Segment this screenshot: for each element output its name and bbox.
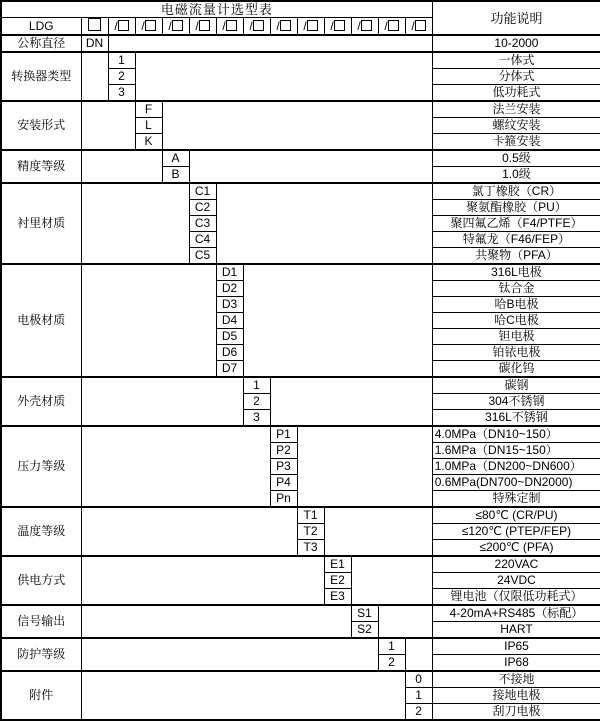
table-row <box>1 556 600 573</box>
code-cell: A <box>162 150 189 167</box>
code-box-icon <box>88 18 101 31</box>
code-cell: 2 <box>243 394 270 410</box>
spacer-cell <box>81 183 189 264</box>
code-cell: K <box>135 134 162 151</box>
code-cell: D5 <box>216 329 243 345</box>
section-label: 压力等级 <box>1 426 81 507</box>
code-cell: P1 <box>270 426 297 443</box>
code-cell: Pn <box>270 491 297 508</box>
code-box-icon <box>361 20 372 31</box>
code-slot-cell: / <box>324 18 351 36</box>
table-row <box>1 426 600 443</box>
code-cell: D4 <box>216 313 243 329</box>
desc-cell: 接地电极 <box>432 688 600 704</box>
code-slot-cell: / <box>216 18 243 36</box>
code-cell: 0 <box>405 671 432 688</box>
table-row <box>1 183 600 200</box>
spacer-cell <box>378 605 432 638</box>
code-cell: C3 <box>189 216 216 232</box>
code-cell: T2 <box>297 524 324 540</box>
code-cell: P4 <box>270 475 297 491</box>
desc-cell: 1.0级 <box>432 167 600 184</box>
desc-cell: 碳钢 <box>432 377 600 394</box>
desc-cell: 220VAC <box>432 556 600 573</box>
desc-cell: ≤200℃ (PFA) <box>432 540 600 557</box>
desc-cell: 分体式 <box>432 69 600 85</box>
desc-cell: 低功耗式 <box>432 85 600 102</box>
code-cell: 1 <box>108 52 135 69</box>
desc-cell: 铂铱电极 <box>432 345 600 361</box>
code-cell: L <box>135 118 162 134</box>
desc-cell: 10-2000 <box>432 35 600 52</box>
desc-cell: 卡箍安装 <box>432 134 600 151</box>
code-cell: P2 <box>270 443 297 459</box>
code-cell: C1 <box>189 183 216 200</box>
spacer-cell <box>351 556 432 605</box>
code-cell: B <box>162 167 189 184</box>
code-cell: DN <box>81 35 108 52</box>
code-cell: F <box>135 101 162 118</box>
desc-cell: 锂电池（仅限低功耗式） <box>432 589 600 606</box>
spacer-cell <box>81 150 162 183</box>
code-box-icon <box>226 20 237 31</box>
code-slot-cell: / <box>189 18 216 36</box>
spacer-cell <box>81 507 297 556</box>
table-row <box>1 52 600 69</box>
code-slot-cell: / <box>351 18 378 36</box>
section-label: 电极材质 <box>1 264 81 377</box>
desc-cell: 0.6MPa(DN700~DN2000) <box>432 475 600 491</box>
code-slot-cell: / <box>297 18 324 36</box>
code-box-icon <box>307 20 318 31</box>
code-slot-cell <box>81 18 108 36</box>
code-cell: D3 <box>216 297 243 313</box>
section-label: 安装形式 <box>1 101 81 150</box>
section-label: 温度等级 <box>1 507 81 556</box>
spacer-cell <box>270 377 432 426</box>
code-box-icon <box>334 20 345 31</box>
code-cell: 2 <box>405 704 432 721</box>
desc-cell: 316L不锈钢 <box>432 410 600 427</box>
desc-cell: ≤120℃ (PTEP/FEP) <box>432 524 600 540</box>
desc-cell: 刮刀电极 <box>432 704 600 721</box>
code-cell: 2 <box>108 69 135 85</box>
desc-cell: 24VDC <box>432 573 600 589</box>
model-prefix-label: LDG <box>1 18 81 36</box>
desc-cell: 法兰安装 <box>432 101 600 118</box>
table-row <box>1 101 600 118</box>
desc-cell: 0.5级 <box>432 150 600 167</box>
desc-cell: 碳化钨 <box>432 361 600 378</box>
spacer-cell <box>135 52 432 101</box>
code-slot-cell: / <box>405 18 432 36</box>
code-box-icon <box>280 20 291 31</box>
section-label: 精度等级 <box>1 150 81 183</box>
code-cell: C4 <box>189 232 216 248</box>
code-slot-cell: / <box>135 18 162 36</box>
table-row <box>1 671 600 688</box>
function-column-header: 功能说明 <box>432 1 600 35</box>
code-cell: 1 <box>405 688 432 704</box>
section-label: 公称直径 <box>1 35 81 52</box>
spacer-cell <box>81 605 351 638</box>
code-cell: D6 <box>216 345 243 361</box>
code-cell: 1 <box>243 377 270 394</box>
code-box-icon <box>388 20 399 31</box>
code-cell: P3 <box>270 459 297 475</box>
code-cell: C2 <box>189 200 216 216</box>
code-box-icon <box>199 20 210 31</box>
desc-cell: 钛合金 <box>432 281 600 297</box>
spacer-cell <box>81 101 135 150</box>
desc-cell: 316L电极 <box>432 264 600 281</box>
code-cell: S2 <box>351 622 378 639</box>
section-label: 外壳材质 <box>1 377 81 426</box>
spacer-cell <box>162 101 432 150</box>
desc-cell: 螺纹安装 <box>432 118 600 134</box>
spacer-cell <box>81 52 108 101</box>
code-cell: T3 <box>297 540 324 557</box>
desc-cell: IP65 <box>432 638 600 655</box>
code-cell: E2 <box>324 573 351 589</box>
desc-cell: 1.0MPa（DN200~DN600） <box>432 459 600 475</box>
title-row <box>1 1 600 18</box>
desc-cell: 1.6MPa（DN15~150） <box>432 443 600 459</box>
desc-cell: 哈C电极 <box>432 313 600 329</box>
desc-cell: 4.0MPa（DN10~150） <box>432 426 600 443</box>
code-box-icon <box>145 20 156 31</box>
spacer-cell <box>108 35 432 52</box>
desc-cell: 哈B电极 <box>432 297 600 313</box>
spacer-cell <box>324 507 432 556</box>
code-cell: D1 <box>216 264 243 281</box>
desc-cell: 4-20mA+RS485（标配） <box>432 605 600 622</box>
code-slot-cell: / <box>378 18 405 36</box>
section-label: 信号输出 <box>1 605 81 638</box>
table-row <box>1 150 600 167</box>
desc-cell: ≤80℃ (CR/PU) <box>432 507 600 524</box>
code-cell: C5 <box>189 248 216 265</box>
spacer-cell <box>81 638 378 671</box>
spacer-cell <box>81 426 270 507</box>
table-row <box>1 35 600 52</box>
desc-cell: 聚氨酯橡胶（PU） <box>432 200 600 216</box>
desc-cell: 特殊定制 <box>432 491 600 508</box>
spacer-cell <box>405 638 432 671</box>
code-cell: E1 <box>324 556 351 573</box>
table-row <box>1 638 600 655</box>
code-slot-cell: / <box>108 18 135 36</box>
code-cell: S1 <box>351 605 378 622</box>
spacer-cell <box>81 671 405 720</box>
desc-cell: 共聚物（PFA） <box>432 248 600 265</box>
spacer-cell <box>243 264 432 377</box>
code-cell: 3 <box>243 410 270 427</box>
desc-cell: IP68 <box>432 655 600 672</box>
code-cell: 1 <box>378 638 405 655</box>
section-label: 衬里材质 <box>1 183 81 264</box>
desc-cell: 特氟龙（F46/FEP） <box>432 232 600 248</box>
desc-cell: 氯丁橡胶（CR） <box>432 183 600 200</box>
code-cell: T1 <box>297 507 324 524</box>
spacer-cell <box>81 264 216 377</box>
code-box-icon <box>415 20 426 31</box>
spacer-cell <box>297 426 432 507</box>
code-box-icon <box>253 20 264 31</box>
desc-cell: HART <box>432 622 600 639</box>
desc-cell: 304不锈钢 <box>432 394 600 410</box>
desc-cell: 不接地 <box>432 671 600 688</box>
selection-table-body <box>1 1 600 720</box>
table-row <box>1 264 600 281</box>
spacer-cell <box>216 183 432 264</box>
spacer-cell <box>81 556 324 605</box>
desc-cell: 钽电极 <box>432 329 600 345</box>
code-cell: 3 <box>108 85 135 102</box>
section-label: 防护等级 <box>1 638 81 671</box>
table-row <box>1 377 600 394</box>
code-cell: E3 <box>324 589 351 606</box>
code-cell: 2 <box>378 655 405 672</box>
code-cell: D2 <box>216 281 243 297</box>
spacer-cell <box>81 377 243 426</box>
section-label: 附件 <box>1 671 81 720</box>
desc-cell: 一体式 <box>432 52 600 69</box>
code-slot-cell: / <box>243 18 270 36</box>
code-box-icon <box>118 20 129 31</box>
code-slot-cell: / <box>162 18 189 36</box>
table-row <box>1 605 600 622</box>
table-row <box>1 507 600 524</box>
code-cell: D7 <box>216 361 243 378</box>
spacer-cell <box>189 150 432 183</box>
desc-cell: 聚四氟乙烯（F4/PTFE） <box>432 216 600 232</box>
section-label: 转换器类型 <box>1 52 81 101</box>
code-slot-cell: / <box>270 18 297 36</box>
page-title: 电磁流量计选型表 <box>1 1 432 18</box>
section-label: 供电方式 <box>1 556 81 605</box>
code-box-icon <box>172 20 183 31</box>
